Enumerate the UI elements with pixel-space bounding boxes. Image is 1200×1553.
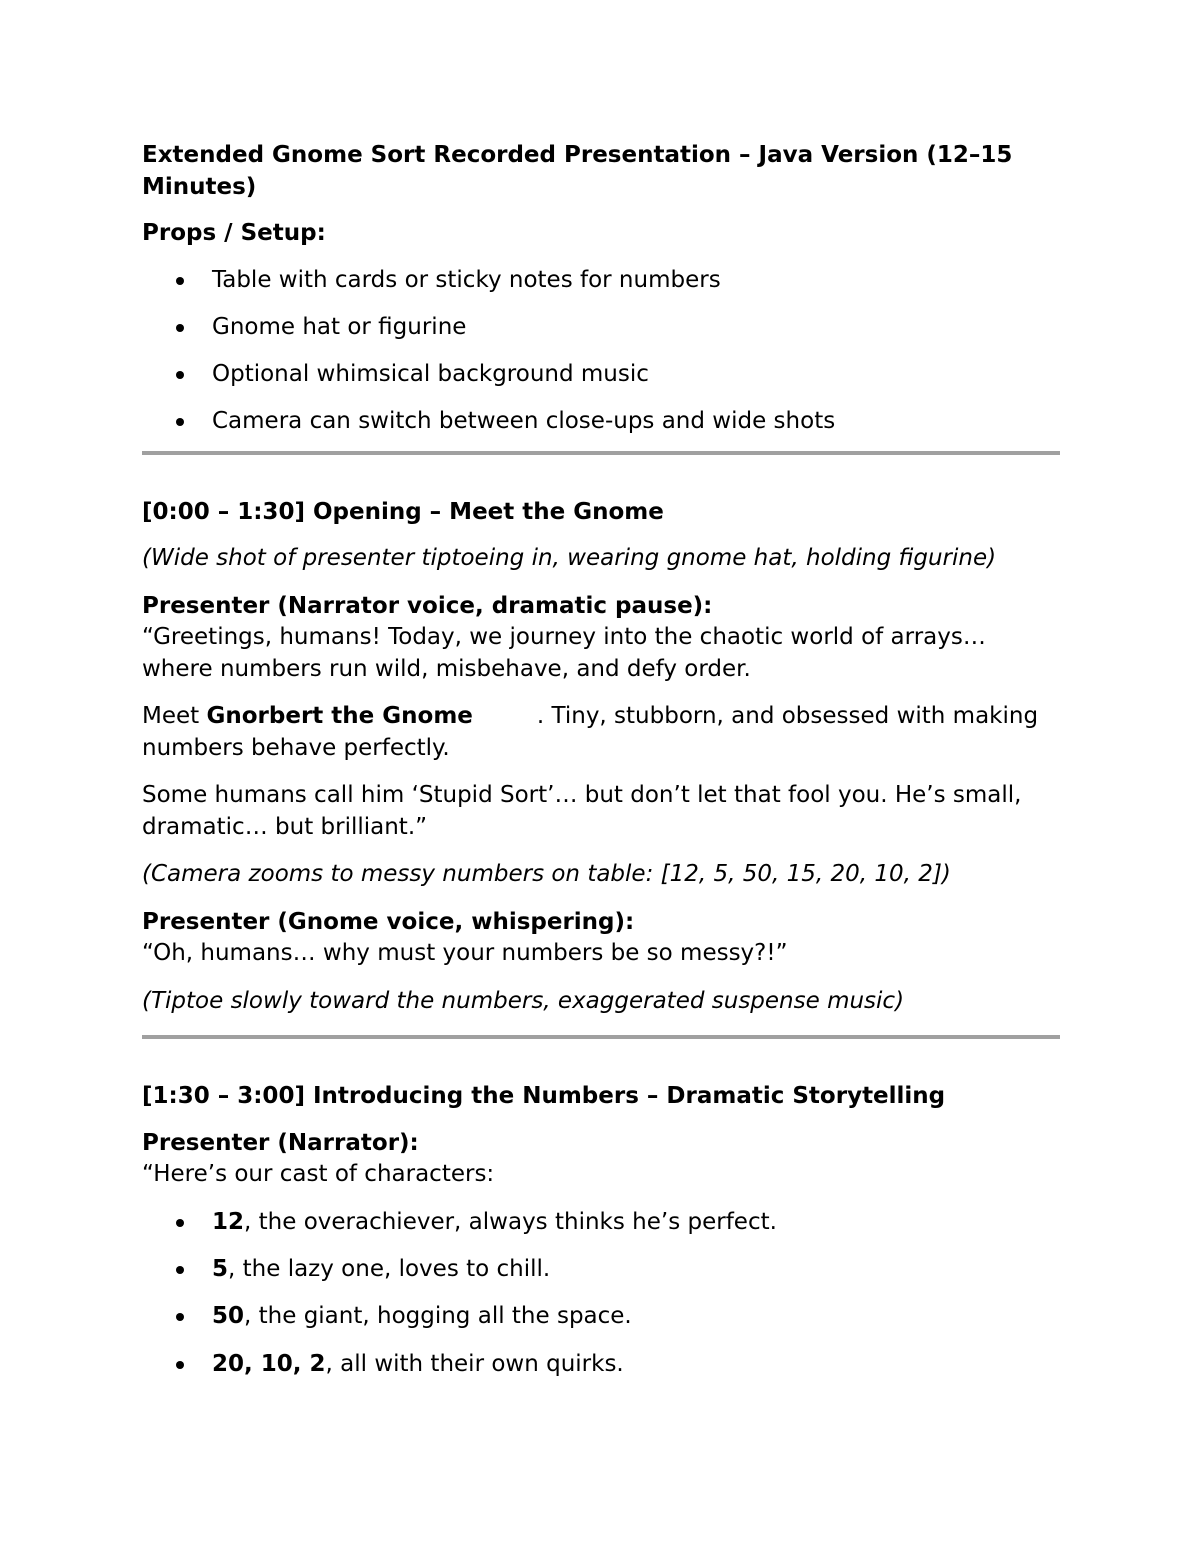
dialogue-block (142, 1128, 1060, 1191)
dialogue-text: Some humans call him ‘Stupid Sort’… but don’t let that fool you. He’s small, dramatic… but brilliant.” (142, 782, 1022, 840)
list-item: Optional whimsical background music (142, 359, 1060, 391)
document-title: Extended Gnome Sort Recorded Presentation – Java Version (12–15 Minutes) (142, 142, 1013, 200)
bullet-icon (176, 277, 184, 285)
bullet-icon (176, 1266, 184, 1274)
props-heading: Props / Setup: (142, 220, 326, 246)
section-heading: [0:00 – 1:30] Opening – Meet the Gnome (142, 498, 664, 525)
stage-direction: (Tiptoe slowly toward the numbers, exaggerated suspense music) (142, 987, 905, 1014)
document-body (142, 140, 1060, 1396)
stage-direction: (Wide shot of presenter tiptoeing in, wearing gnome hat, holding figurine) (142, 545, 997, 572)
bullet-icon (176, 1361, 184, 1369)
props-list (142, 265, 1060, 438)
character-name: Gnorbert the Gnome (206, 703, 473, 730)
speaker-label: Presenter (Narrator): (142, 1129, 419, 1156)
cast-list (142, 1207, 1060, 1380)
bullet-icon (176, 418, 184, 426)
dialogue-block (142, 591, 1060, 686)
bullet-icon (176, 1313, 184, 1321)
list-item: Gnome hat or figurine (142, 312, 1060, 344)
dialogue-text: Meet Gnorbert the Gnome . Tiny, stubborn, and obsessed with making numbers behave perfectly. (142, 703, 1039, 761)
list-item: Table with cards or sticky notes for numbers (142, 265, 1060, 297)
list-item: 50, the giant, hogging all the space. (142, 1301, 1060, 1333)
dialogue-block (142, 907, 1060, 970)
horizontal-divider (142, 1035, 1060, 1039)
list-item: 20, 10, 2, all with their own quirks. (142, 1349, 1060, 1381)
stage-direction: (Camera zooms to messy numbers on table: [12, 5, 50, 15, 20, 10, 2]) (142, 861, 951, 888)
dialogue-text: “Greetings, humans! Today, we journey into the chaotic world of arrays… where numbers run wild, misbehave, and defy order. (142, 624, 986, 682)
bullet-icon (176, 1219, 184, 1227)
dialogue-text: “Oh, humans… why must your numbers be so messy?!” (142, 940, 788, 967)
section-heading: [1:30 – 3:00] Introducing the Numbers – Dramatic Storytelling (142, 1083, 946, 1110)
speaker-label: Presenter (Narrator voice, dramatic pause): (142, 592, 713, 619)
horizontal-divider (142, 451, 1060, 455)
list-item: 12, the overachiever, always thinks he’s perfect. (142, 1207, 1060, 1239)
bullet-icon (176, 324, 184, 332)
dialogue-text: “Here’s our cast of characters: (142, 1161, 495, 1188)
speaker-label: Presenter (Gnome voice, whispering): (142, 908, 635, 935)
list-item: 5, the lazy one, loves to chill. (142, 1254, 1060, 1286)
bullet-icon (176, 371, 184, 379)
list-item: Camera can switch between close-ups and wide shots (142, 406, 1060, 438)
